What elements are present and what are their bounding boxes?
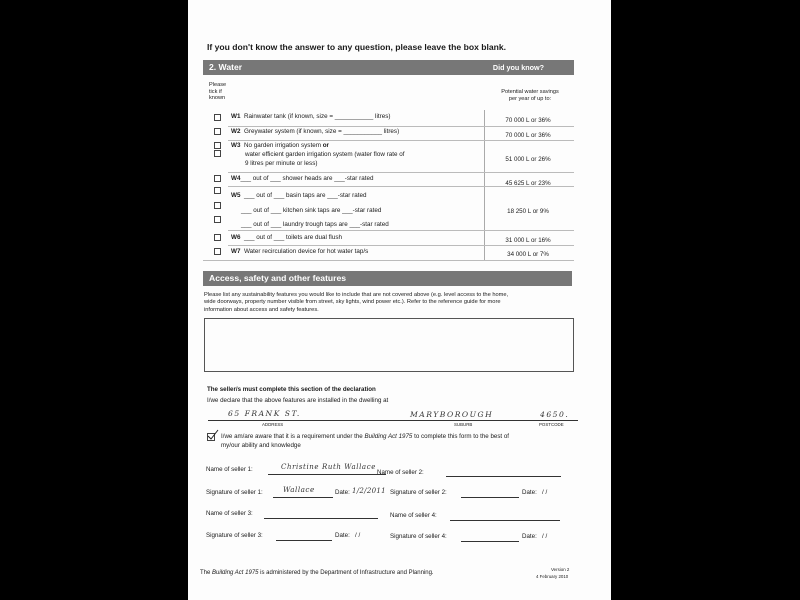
seller2-date-label: Date:	[522, 489, 537, 496]
savings-header: Potential water savings per year of up to:	[501, 89, 559, 102]
suburb-handwritten: MARYBOROUGH	[410, 410, 494, 419]
row-divider	[228, 126, 574, 127]
w3-row: W3 No garden irrigation system or water efficient garden irrigation system (water flow rate of 9 litres per minute or less)	[231, 142, 405, 167]
seller2-date-field[interactable]: / /	[542, 489, 548, 496]
seller4-date-field[interactable]: / /	[542, 533, 548, 540]
water-section-header	[203, 60, 574, 75]
awareness-checkbox[interactable]	[207, 433, 215, 441]
seller1-name-field[interactable]	[268, 474, 386, 475]
seller1-signature-field[interactable]	[273, 497, 333, 498]
address-label: ADDRESS	[262, 422, 284, 427]
seller1-signature-label: Signature of seller 1:	[206, 489, 263, 496]
w3-saving: 51 000 L or 26%	[505, 156, 551, 163]
w6-saving: 31 000 L or 16%	[505, 237, 551, 244]
w2-saving: 70 000 L or 36%	[505, 132, 551, 139]
suburb-label: SUBURB	[454, 422, 473, 427]
seller3-name-label: Name of seller 3:	[206, 510, 253, 517]
row-divider	[228, 245, 574, 246]
w5-saving: 18 250 L or 9%	[507, 208, 549, 215]
seller3-signature-field[interactable]	[276, 540, 332, 541]
w2-checkbox[interactable]	[214, 128, 221, 135]
postcode-handwritten: 4650.	[540, 410, 570, 419]
version-date: 4 February 2010	[536, 574, 569, 579]
access-instructions: Please list any sustainability features you would like to include that are not covered above (e.g. level access to the home, wide doorways, property number visible from street, sky lights, wind power etc.). Refer to the reference guide for more information about access and safety features.	[204, 292, 509, 313]
access-section-title: Access, safety and other features	[209, 273, 347, 283]
w7-saving: 34 000 L or 7%	[507, 251, 549, 258]
seller3-signature-label: Signature of seller 3:	[206, 532, 263, 539]
access-section-header	[203, 271, 572, 286]
blank-notice: If you don't know the answer to any question, please leave the box blank.	[207, 42, 507, 52]
table-bottom	[203, 260, 574, 261]
w7-checkbox[interactable]	[214, 248, 221, 255]
access-features-textbox[interactable]	[204, 318, 574, 372]
seller3-date-label: Date:	[335, 532, 350, 539]
w4-row: W4___ out of ___ shower heads are ___-star rated	[231, 175, 374, 182]
seller1-date-label: Date:	[335, 489, 350, 496]
seller3-name-field[interactable]	[264, 518, 378, 519]
water-section-title: 2. Water	[209, 62, 243, 72]
w5-row: W5 ___ out of ___ basin taps are ___-star rated ___ out of ___ kitchen sink taps are ___-star rated ___ out of ___ laundry trough taps are ___-star rated	[231, 192, 389, 229]
row-divider	[228, 140, 574, 141]
w3a-checkbox[interactable]	[214, 142, 221, 149]
address-line	[208, 420, 578, 421]
seller1-date-handwritten: 1/2/2011	[352, 487, 386, 495]
checkmark-icon	[207, 429, 219, 441]
w5-kitchen-checkbox[interactable]	[214, 202, 221, 209]
seller2-signature-label: Signature of seller 2:	[390, 489, 447, 496]
seller3-date-field[interactable]: / /	[355, 532, 361, 539]
w3b-checkbox[interactable]	[214, 150, 221, 157]
seller2-name-label: Name of seller 2:	[377, 469, 424, 476]
seller4-signature-label: Signature of seller 4:	[390, 533, 447, 540]
w1-checkbox[interactable]	[214, 114, 221, 121]
w4-saving: 45 625 L or 23%	[505, 180, 551, 187]
awareness-text: I/we am/are aware that it is a requirement under the Building Act 1975 to complete this form to the best of my/our ability and knowledge	[221, 433, 510, 449]
declaration-heading: The seller/s must complete this section of the declaration	[207, 386, 376, 393]
address-handwritten: 65 FRANK ST.	[228, 409, 301, 418]
w5-laundry-checkbox[interactable]	[214, 216, 221, 223]
w1-saving: 70 000 L or 36%	[505, 117, 551, 124]
w7-row: W7 Water recirculation device for hot water tap/s	[231, 248, 369, 255]
did-you-know-label: Did you know?	[492, 63, 544, 72]
w5-checkbox[interactable]	[214, 187, 221, 194]
w1-row: W1 Rainwater tank (if known, size = ___________ litres)	[231, 113, 391, 120]
tick-label: Please tick if known	[209, 82, 227, 102]
declaration-line: I/we declare that the above features are installed in the dwelling at	[207, 397, 389, 404]
w2-row: W2 Greywater system (if known, size = ___________ litres)	[231, 128, 400, 135]
postcode-label: POSTCODE	[539, 422, 564, 427]
footer-text: The Building Act 1975 is administered by the Department of Infrastructure and Planning.	[200, 570, 434, 576]
seller1-name-label: Name of seller 1:	[206, 466, 253, 473]
seller4-date-label: Date:	[522, 533, 537, 540]
w6-checkbox[interactable]	[214, 234, 221, 241]
seller4-name-label: Name of seller 4:	[390, 512, 437, 519]
seller2-signature-field[interactable]	[461, 497, 519, 498]
form-page	[188, 0, 611, 600]
w4-checkbox[interactable]	[214, 175, 221, 182]
version-label: Version 2	[551, 567, 570, 572]
seller4-signature-field[interactable]	[461, 541, 519, 542]
seller1-name-handwritten: Christine Ruth Wallace	[281, 463, 376, 471]
seller4-name-field[interactable]	[450, 520, 560, 521]
row-divider	[228, 172, 574, 173]
seller2-name-field[interactable]	[446, 476, 561, 477]
seller1-signature-handwritten: Wallace	[283, 485, 315, 494]
w6-row: W6 ___ out of ___ toilets are dual flush	[231, 234, 342, 241]
